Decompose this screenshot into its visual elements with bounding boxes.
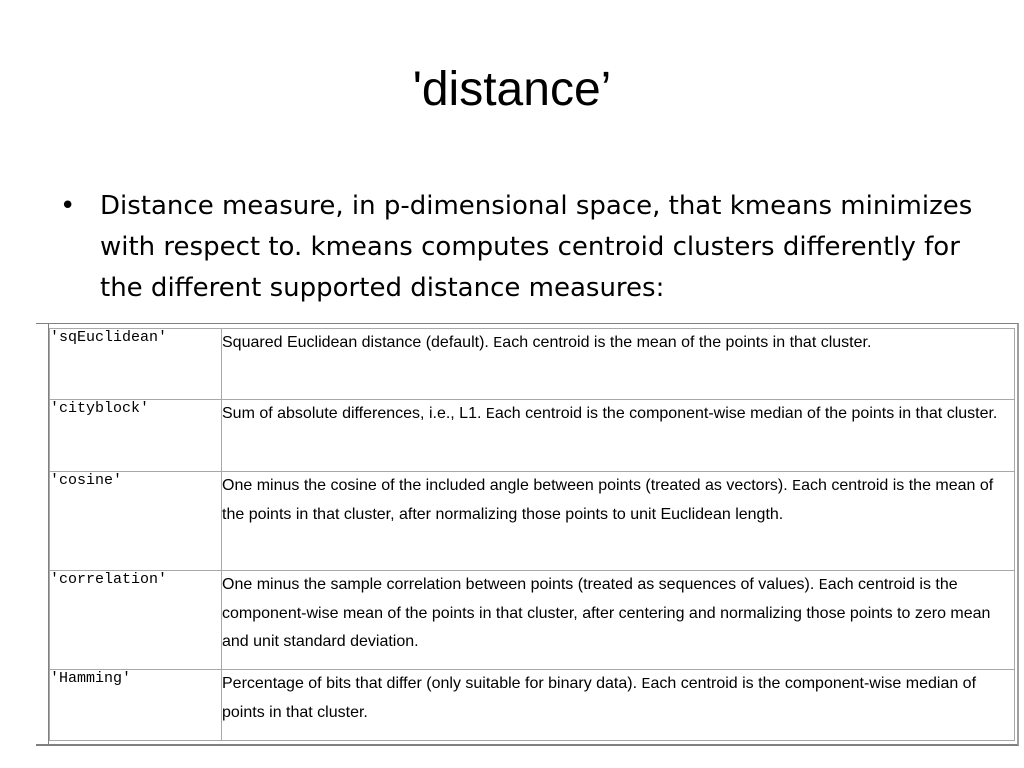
- distance-key: 'cosine': [50, 472, 222, 571]
- distance-description: [222, 571, 1015, 670]
- table-row: [50, 472, 1015, 571]
- distance-key: 'cityblock': [50, 400, 222, 472]
- description-text: ach centroid is the mean of the points in that cluster.: [502, 334, 872, 351]
- distance-description: [222, 472, 1015, 571]
- distance-key: 'sqEuclidean': [50, 329, 222, 400]
- bullet-marker: •: [60, 191, 76, 221]
- description-mono-letter: E: [485, 406, 495, 423]
- description-mono-letter: E: [792, 478, 802, 495]
- description-mono-letter: E: [641, 676, 651, 693]
- description-text: ach centroid is the mean of the points in that cluster, after normalizing those points to unit Euclidean length.: [222, 477, 994, 523]
- distance-description: [222, 670, 1015, 741]
- bullet-item: [60, 186, 980, 309]
- description-mono-letter: E: [818, 577, 828, 594]
- distance-measures-table: [49, 328, 1015, 741]
- table-row: [50, 329, 1015, 400]
- distance-description: [222, 329, 1015, 400]
- distance-description: [222, 400, 1015, 472]
- description-text: One minus the sample correlation between points (treated as sequences of values).: [222, 576, 819, 593]
- description-text: Sum of absolute differences, i.e., L1.: [222, 405, 486, 422]
- slide-title: 'distance’: [412, 63, 612, 116]
- description-mono-letter: E: [493, 335, 503, 352]
- table-row: [50, 400, 1015, 472]
- distance-measures-table-frame: [36, 323, 1019, 746]
- description-text: ach centroid is the component-wise median of the points in that cluster.: [494, 405, 998, 422]
- table-row: [50, 571, 1015, 670]
- description-text: Percentage of bits that differ (only suitable for binary data).: [222, 675, 642, 692]
- description-text: One minus the cosine of the included angle between points (treated as vectors).: [222, 477, 793, 494]
- description-text: ach centroid is the component-wise median of points in that cluster.: [222, 675, 977, 721]
- description-text: ach centroid is the component-wise mean of the points in that cluster, after centering and normalizing those points to zero mean and unit standard deviation.: [222, 576, 991, 650]
- bullet-text: Distance measure, in p-dimensional space, that kmeans minimizes with respect to. kmeans computes centroid clusters differently for the different supported distance measures:: [100, 191, 973, 303]
- distance-key: 'Hamming': [50, 670, 222, 741]
- distance-key: 'correlation': [50, 571, 222, 670]
- table-row: [50, 670, 1015, 741]
- description-text: Squared Euclidean distance (default).: [222, 334, 494, 351]
